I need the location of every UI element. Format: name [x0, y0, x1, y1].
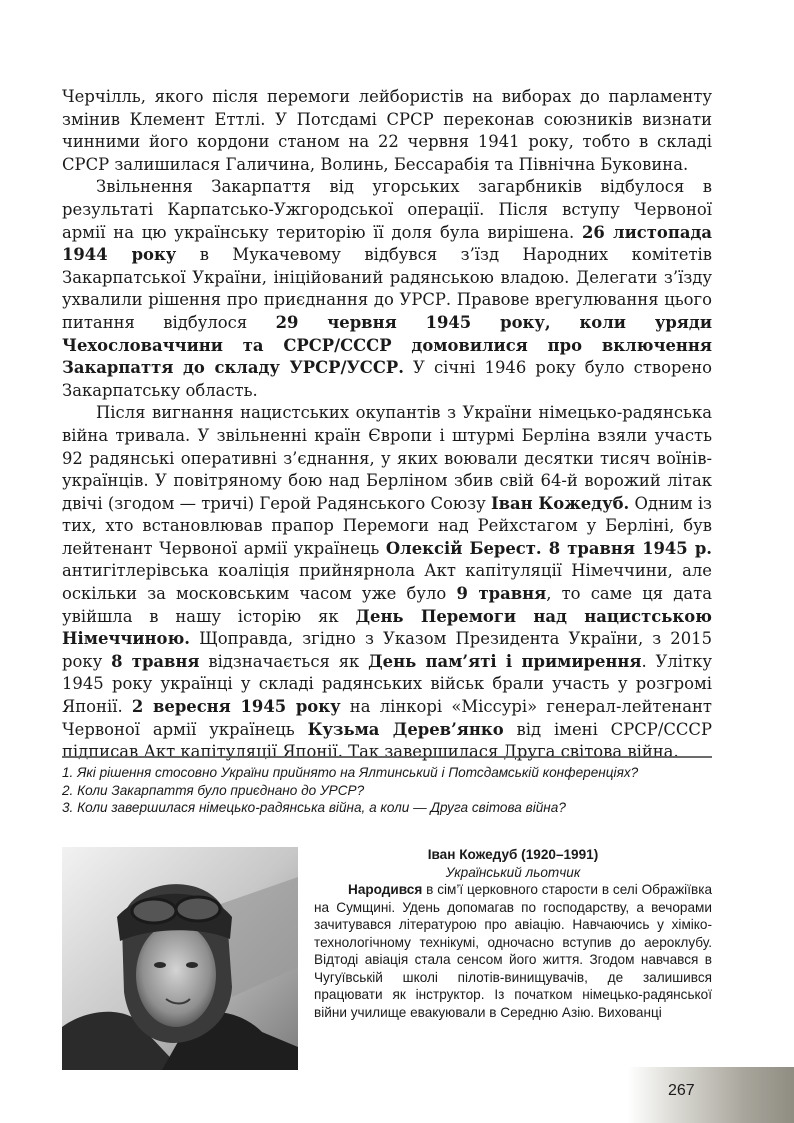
- bold-term: Олексій Берест. 8 травня 1945 р.: [385, 538, 712, 558]
- portrait-photo: [62, 847, 298, 1070]
- bold-term: День Перемоги над нацистською Німеччиною.: [62, 606, 712, 649]
- page-number: 267: [668, 1082, 695, 1099]
- biography-title: Іван Кожедуб (1920–1991): [427, 847, 599, 862]
- question-item: 3. Коли завершилася німецько-радянська війна, а коли — Друга світова війна?: [62, 800, 566, 816]
- bold-term: 29 червня 1945 року, коли уряди Чехословаччини та СРСР/СССР домовилися про включення Закарпаття до складу УРСР/УССР.: [62, 312, 712, 378]
- text-run: . Улітку 1945 року українці у складі радянських військ брали участь у розгромі Японії.: [62, 651, 712, 717]
- text-run: антигітлерівська коаліція прийнярнола Акт капітуляції Німеччини, але оскільки за московським часом уже було: [62, 561, 712, 604]
- text-run: , то саме ця дата увійшла в нашу історію як: [62, 584, 712, 626]
- question-item: 1. Які рішення стосовно України прийнято на Ялтинський і Потсдамській конференціях?: [62, 765, 639, 780]
- text-run: Звільнення Закарпаття від угорських загарбників відбулося в результаті Карпатсько-Ужгородської операції. Після вступу Червоної армії на цю українську територію її доля була вирішена.: [62, 177, 712, 242]
- text-run: Щоправда, згідно з Указом Президента України, з 2015 року: [62, 629, 712, 671]
- text-run: відзначається як: [199, 651, 369, 671]
- bold-term: Іван Кожедуб.: [490, 493, 630, 513]
- text-run: Одним із тих, хто встановлював прапор Перемоги над Рейхстагом у Берліні, був лейтенант Червоної армії українець: [62, 493, 713, 558]
- biography-body: в сім’ї церковного старости в селі Ображіївка на Сумщині. Удень допомагав по господарству, а вечорами зачитувався літературою про авіацію. Навчаючись у хіміко-технологічному технікумі, одночасно вступив до аероклубу. Відтоді авіація стала сенсом його життя. Згодом навчався в Чугуївській школі пілотів-винищувачів, де залишився працювати як інструктор. Із початком німецько-радянської війни училище евакуювали в Середню Азію. Вихованці: [314, 882, 712, 1020]
- text-run: від імені СРСР/СССР підписав Акт капітуляції Японії. Так завершилася Друга світова війна.: [62, 719, 712, 762]
- bold-term: 2 вересня 1945 року: [131, 697, 341, 717]
- text-run: на лінкорі «Міссурі» генерал-лейтенант Червоної армії українець: [62, 697, 713, 739]
- biography-subtitle: Український льотчик: [445, 864, 581, 880]
- paragraph: [62, 176, 712, 402]
- bold-term: 9 травня: [456, 584, 547, 604]
- biography-lead: Народився: [348, 882, 423, 897]
- text-run: У січні 1946 року було створено Закарпатську область.: [62, 358, 712, 400]
- bold-term: 26 листопада 1944 року: [62, 222, 712, 265]
- text-run: Черчілль, якого після перемоги лейбористів на виборах до парламенту змінив Клемент Еттлі. У Потсдамі СРСР переконав союзників визнати чинними його кордони станом на 22 червня 1941 року, тобто в складі СРСР залишилася Галичина, Волинь, Бессарабія та Північна Буковина.: [62, 87, 712, 174]
- text-run: Після вигнання нацистських окупантів з України німецько-радянська війна тривала. У звільненні країн Європи і штурмі Берліна взяли участь 92 радянські оперативні з’єднання, у яких воювали десятки тисяч воїнів-українців. У повітряному бою над Берліном збив свій 64-й ворожий літак двічі (згодом — тричі) Герой Радянського Союзу: [62, 403, 712, 513]
- main-text: [62, 86, 712, 764]
- bold-term: День пам’яті і примирення: [368, 651, 642, 671]
- question-item: 2. Коли Закарпаття було приєднано до УРСР?: [62, 782, 365, 798]
- biography-text: [314, 881, 712, 1021]
- paragraph: [62, 86, 712, 176]
- bold-term: Кузьма Дерев’янко: [307, 719, 504, 739]
- paragraph: [62, 402, 712, 764]
- questions-block: [62, 764, 742, 817]
- biography-block: [314, 846, 712, 1021]
- text-run: в Мукачевому відбувся з’їзд Народних комітетів Закарпатської України, ініційований радянською владою. Делегати з’їзду ухвалили рішення про приєднання до УРСР. Правове врегулювання цього питання відбулося: [62, 245, 712, 332]
- pilot-portrait-icon: [62, 847, 298, 1070]
- bold-term: 8 травня: [111, 651, 200, 671]
- separator: [62, 756, 712, 758]
